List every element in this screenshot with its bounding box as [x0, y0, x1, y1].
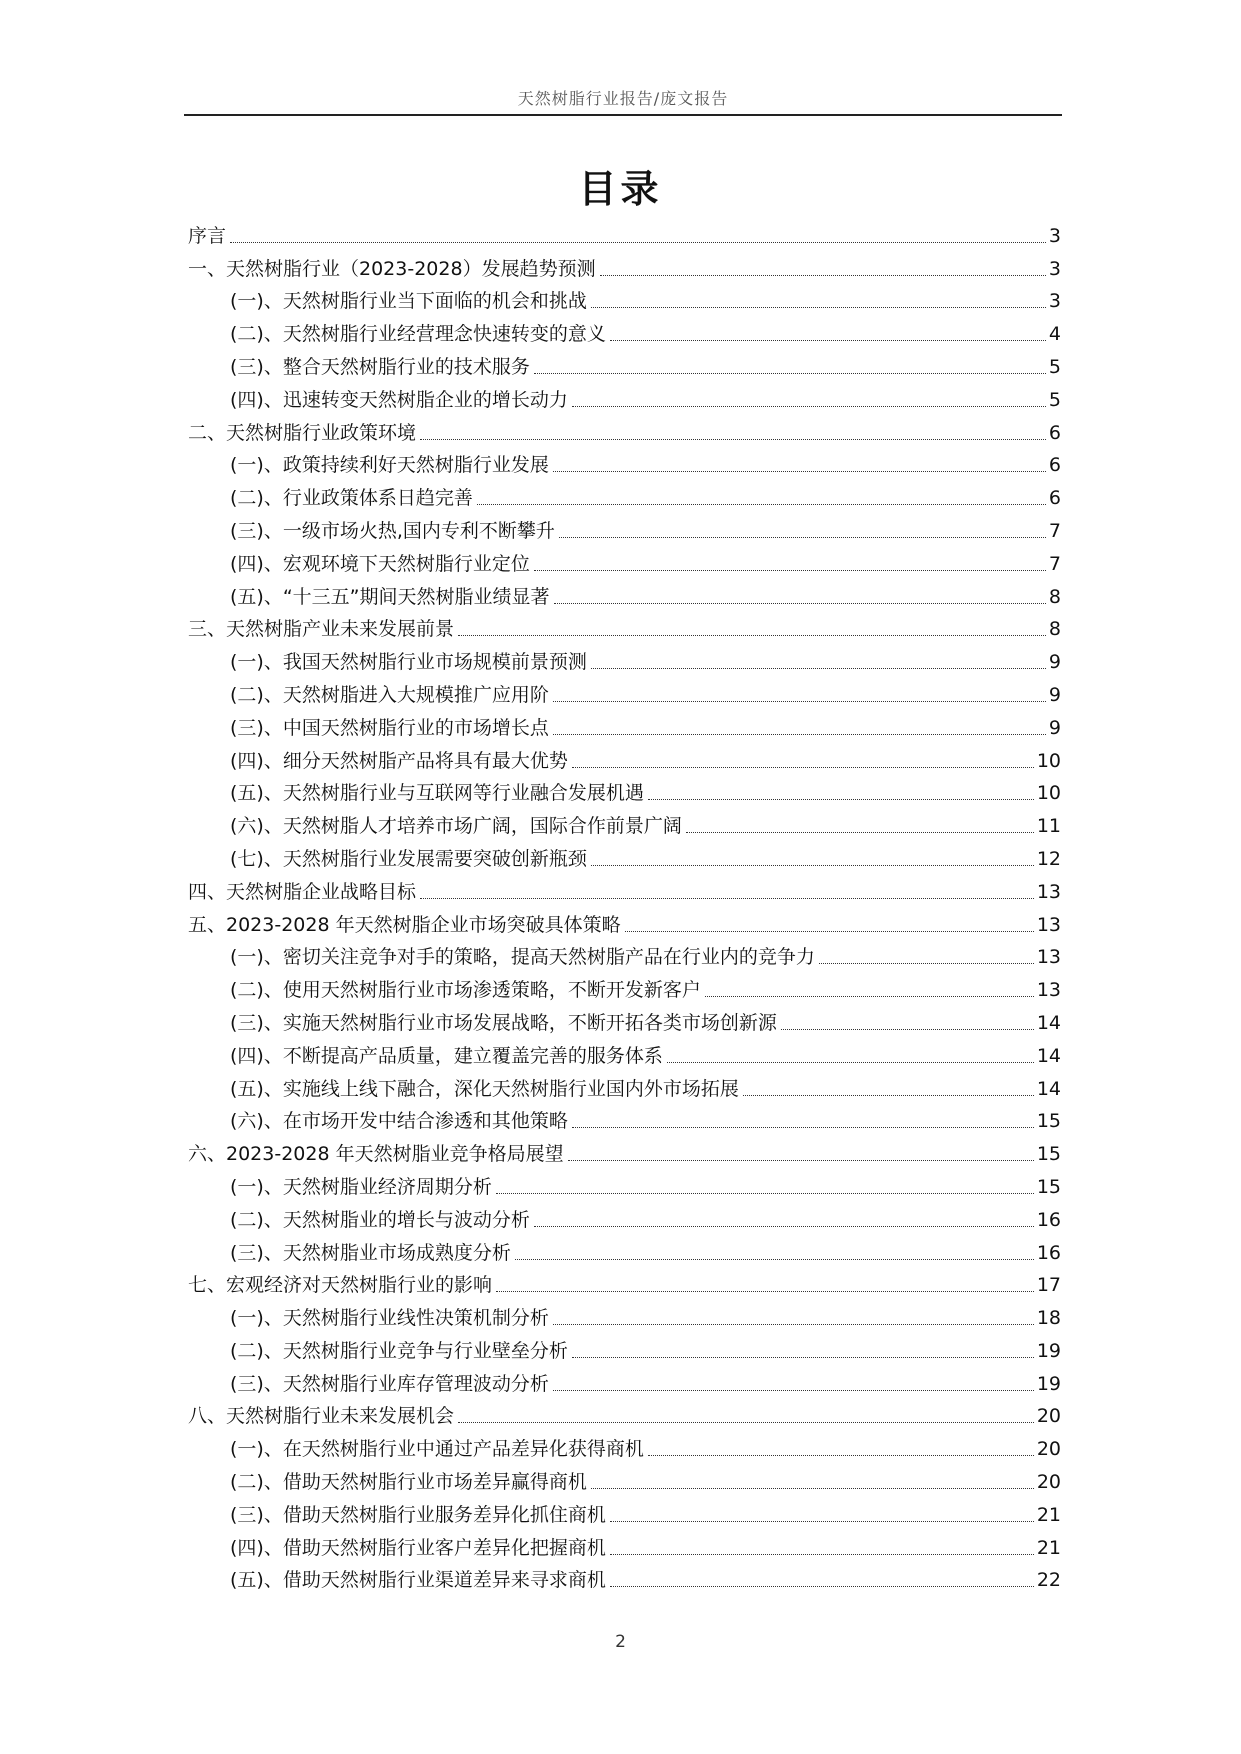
toc-subentry[interactable] — [188, 445, 1061, 478]
toc-entry-page: 15 — [1036, 1175, 1061, 1198]
toc-entry-page: 14 — [1036, 1044, 1061, 1067]
toc-subentry[interactable] — [188, 1199, 1061, 1232]
toc-entry-label: (一)、在天然树脂行业中通过产品差异化获得商机 — [230, 1438, 644, 1461]
toc-entry-page: 13 — [1036, 979, 1061, 1002]
toc-entry[interactable] — [188, 412, 1061, 445]
toc-dot-leader — [648, 799, 1034, 800]
toc-subentry[interactable] — [188, 543, 1061, 576]
toc-dot-leader — [553, 471, 1046, 472]
toc-subentry[interactable] — [188, 1494, 1061, 1527]
toc-subentry[interactable] — [188, 707, 1061, 740]
toc-entry-label: (四)、宏观环境下天然树脂行业定位 — [230, 552, 530, 575]
toc-entry-page: 3 — [1048, 257, 1061, 280]
toc-entry[interactable] — [188, 1396, 1061, 1429]
toc-entry-page: 20 — [1036, 1405, 1061, 1428]
toc-dot-leader — [667, 1062, 1034, 1063]
toc-entry-page: 20 — [1036, 1438, 1061, 1461]
toc-entry-label: 六、2023-2028 年天然树脂业竞争格局展望 — [188, 1143, 564, 1166]
toc-entry-page: 7 — [1048, 552, 1061, 575]
toc-dot-leader — [553, 1324, 1034, 1325]
toc-dot-leader — [686, 832, 1034, 833]
toc-dot-leader — [743, 1095, 1034, 1096]
toc-entry-label: 四、天然树脂企业战略目标 — [188, 880, 417, 903]
toc-entry[interactable] — [188, 904, 1061, 937]
toc-entry-label: (三)、天然树脂行业库存管理波动分析 — [230, 1372, 549, 1395]
running-header: 天然树脂行业报告/庞文报告 — [517, 89, 729, 108]
page-title: 目录 — [578, 167, 663, 211]
toc-dot-leader — [515, 1259, 1034, 1260]
toc-entry-page: 13 — [1036, 913, 1061, 936]
toc-subentry[interactable] — [188, 1101, 1061, 1134]
toc-entry-label: (二)、天然树脂业的增长与波动分析 — [230, 1208, 530, 1231]
toc-subentry[interactable] — [188, 1068, 1061, 1101]
toc-entry[interactable] — [188, 609, 1061, 642]
toc-dot-leader — [819, 963, 1034, 964]
toc-entry-label: 一、天然树脂行业（2023-2028）发展趋势预测 — [188, 257, 596, 280]
toc-entry-label: (六)、天然树脂人才培养市场广阔，国际合作前景广阔 — [230, 815, 682, 838]
toc-entry-page: 9 — [1048, 651, 1061, 674]
toc-subentry[interactable] — [188, 346, 1061, 379]
toc-subentry[interactable] — [188, 1428, 1061, 1461]
toc-entry-label: 三、天然树脂产业未来发展前景 — [188, 618, 455, 641]
toc-subentry[interactable] — [188, 641, 1061, 674]
toc-entry-label: (三)、一级市场火热,国内专利不断攀升 — [230, 519, 555, 542]
toc-entry-label: (五)、实施线上线下融合，深化天然树脂行业国内外市场拓展 — [230, 1077, 739, 1100]
toc-subentry[interactable] — [188, 1035, 1061, 1068]
toc-dot-leader — [559, 537, 1046, 538]
toc-entry-page: 20 — [1036, 1471, 1061, 1494]
toc-entry-page: 19 — [1036, 1339, 1061, 1362]
toc-subentry[interactable] — [188, 1363, 1061, 1396]
table-of-contents — [188, 215, 1061, 1592]
toc-entry-label: (四)、不断提高产品质量，建立覆盖完善的服务体系 — [230, 1044, 663, 1067]
toc-dot-leader — [534, 570, 1046, 571]
toc-dot-leader — [534, 373, 1046, 374]
toc-subentry[interactable] — [188, 937, 1061, 970]
toc-dot-leader — [781, 1029, 1034, 1030]
toc-entry-page: 7 — [1048, 519, 1061, 542]
toc-entry-label: (一)、天然树脂行业当下面临的机会和挑战 — [230, 290, 587, 313]
toc-subentry[interactable] — [188, 1297, 1061, 1330]
toc-entry-page: 22 — [1036, 1569, 1061, 1592]
toc-entry-label: (二)、天然树脂行业经营理念快速转变的意义 — [230, 323, 606, 346]
toc-entry-label: 八、天然树脂行业未来发展机会 — [188, 1405, 455, 1428]
toc-dot-leader — [705, 996, 1034, 997]
toc-subentry[interactable] — [188, 576, 1061, 609]
toc-entry-page: 15 — [1036, 1110, 1061, 1133]
toc-entry-label: (三)、实施天然树脂行业市场发展战略，不断开拓各类市场创新源 — [230, 1011, 777, 1034]
toc-entry-page: 18 — [1036, 1307, 1061, 1330]
toc-entry-page: 14 — [1036, 1077, 1061, 1100]
toc-entry-label: (二)、使用天然树脂行业市场渗透策略，不断开发新客户 — [230, 979, 701, 1002]
toc-entry-page: 5 — [1048, 355, 1061, 378]
toc-entry-label: (五)、天然树脂行业与互联网等行业融合发展机遇 — [230, 782, 644, 805]
toc-entry-page: 16 — [1036, 1208, 1061, 1231]
toc-subentry[interactable] — [188, 1232, 1061, 1265]
toc-entry-page: 15 — [1036, 1143, 1061, 1166]
toc-entry-page: 3 — [1048, 224, 1061, 247]
toc-entry-page: 9 — [1048, 716, 1061, 739]
toc-subentry[interactable] — [188, 1527, 1061, 1560]
toc-entry-label: (三)、中国天然树脂行业的市场增长点 — [230, 716, 549, 739]
toc-entry-label: (一)、密切关注竞争对手的策略，提高天然树脂产品在行业内的竞争力 — [230, 946, 815, 969]
toc-dot-leader — [477, 504, 1046, 505]
toc-entry-label: (一)、天然树脂行业线性决策机制分析 — [230, 1307, 549, 1330]
toc-subentry[interactable] — [188, 1002, 1061, 1035]
toc-dot-leader — [591, 865, 1034, 866]
toc-entry-label: (三)、天然树脂业市场成熟度分析 — [230, 1241, 511, 1264]
toc-entry-label: (五)、“十三五”期间天然树脂业绩显著 — [230, 585, 550, 608]
toc-entry-label: (五)、借助天然树脂行业渠道差异来寻求商机 — [230, 1569, 606, 1592]
toc-entry-label: 五、2023-2028 年天然树脂企业市场突破具体策略 — [188, 913, 621, 936]
toc-subentry[interactable] — [188, 740, 1061, 773]
toc-dot-leader — [625, 931, 1034, 932]
toc-entry-page: 12 — [1036, 847, 1061, 870]
toc-entry-page: 16 — [1036, 1241, 1061, 1264]
toc-entry-page: 21 — [1036, 1536, 1061, 1559]
toc-subentry[interactable] — [188, 313, 1061, 346]
toc-entry-label: (二)、天然树脂进入大规模推广应用阶 — [230, 683, 549, 706]
toc-entry[interactable] — [188, 1265, 1061, 1298]
toc-dot-leader — [591, 307, 1046, 308]
toc-entry-label: (二)、天然树脂行业竞争与行业壁垒分析 — [230, 1339, 568, 1362]
toc-dot-leader — [572, 1357, 1034, 1358]
toc-entry-label: (一)、我国天然树脂行业市场规模前景预测 — [230, 651, 587, 674]
toc-entry[interactable] — [188, 1133, 1061, 1166]
toc-dot-leader — [610, 1554, 1034, 1555]
toc-entry-page: 3 — [1048, 290, 1061, 313]
header-divider — [184, 114, 1062, 116]
toc-dot-leader — [572, 767, 1034, 768]
toc-entry-page: 9 — [1048, 683, 1061, 706]
page-number: 2 — [615, 1632, 626, 1652]
toc-entry-page: 10 — [1036, 749, 1061, 772]
toc-dot-leader — [554, 603, 1046, 604]
toc-subentry[interactable] — [188, 1461, 1061, 1494]
toc-dot-leader — [553, 701, 1046, 702]
toc-entry-label: (三)、借助天然树脂行业服务差异化抓住商机 — [230, 1503, 606, 1526]
toc-entry-page: 6 — [1048, 454, 1061, 477]
toc-entry-page: 5 — [1048, 388, 1061, 411]
toc-entry-label: (六)、在市场开发中结合渗透和其他策略 — [230, 1110, 568, 1133]
toc-entry-page: 8 — [1048, 585, 1061, 608]
toc-entry-label: (四)、借助天然树脂行业客户差异化把握商机 — [230, 1536, 606, 1559]
toc-dot-leader — [230, 242, 1046, 243]
toc-dot-leader — [496, 1193, 1034, 1194]
toc-entry-label: (二)、行业政策体系日趋完善 — [230, 487, 473, 510]
toc-dot-leader — [600, 275, 1046, 276]
toc-entry-label: 二、天然树脂行业政策环境 — [188, 421, 417, 444]
toc-entry-page: 19 — [1036, 1372, 1061, 1395]
toc-entry[interactable] — [188, 215, 1061, 248]
toc-entry[interactable] — [188, 871, 1061, 904]
toc-subentry[interactable] — [188, 1330, 1061, 1363]
toc-dot-leader — [591, 1488, 1034, 1489]
toc-entry-page: 14 — [1036, 1011, 1061, 1034]
toc-dot-leader — [420, 439, 1046, 440]
toc-entry-page: 6 — [1048, 421, 1061, 444]
toc-entry-label: (二)、借助天然树脂行业市场差异赢得商机 — [230, 1471, 587, 1494]
toc-dot-leader — [610, 1521, 1034, 1522]
toc-dot-leader — [496, 1291, 1034, 1292]
toc-dot-leader — [553, 734, 1046, 735]
toc-dot-leader — [420, 898, 1034, 899]
toc-entry-label: 七、宏观经济对天然树脂行业的影响 — [188, 1274, 493, 1297]
toc-dot-leader — [534, 1226, 1034, 1227]
toc-dot-leader — [572, 1127, 1034, 1128]
toc-entry-page: 10 — [1036, 782, 1061, 805]
toc-entry-page: 11 — [1036, 815, 1061, 838]
toc-entry-label: (一)、政策持续利好天然树脂行业发展 — [230, 454, 549, 477]
toc-entry[interactable] — [188, 248, 1061, 281]
toc-entry-page: 8 — [1048, 618, 1061, 641]
toc-entry-page: 21 — [1036, 1503, 1061, 1526]
toc-subentry[interactable] — [188, 510, 1061, 543]
toc-entry-label: (三)、整合天然树脂行业的技术服务 — [230, 355, 530, 378]
toc-dot-leader — [591, 668, 1046, 669]
toc-entry-label: (四)、细分天然树脂产品将具有最大优势 — [230, 749, 568, 772]
toc-subentry[interactable] — [188, 773, 1061, 806]
toc-entry-page: 13 — [1036, 946, 1061, 969]
toc-entry-page: 6 — [1048, 487, 1061, 510]
toc-dot-leader — [568, 1160, 1034, 1161]
toc-subentry[interactable] — [188, 379, 1061, 412]
toc-dot-leader — [458, 1422, 1034, 1423]
toc-dot-leader — [553, 1390, 1034, 1391]
toc-entry-page: 13 — [1036, 880, 1061, 903]
toc-subentry[interactable] — [188, 1560, 1061, 1593]
toc-subentry[interactable] — [188, 281, 1061, 314]
toc-dot-leader — [610, 1586, 1034, 1587]
toc-dot-leader — [458, 635, 1046, 636]
toc-subentry[interactable] — [188, 969, 1061, 1002]
toc-entry-page: 4 — [1048, 323, 1061, 346]
toc-subentry[interactable] — [188, 838, 1061, 871]
toc-entry-label: (一)、天然树脂业经济周期分析 — [230, 1175, 492, 1198]
toc-entry-label: 序言 — [188, 224, 227, 247]
toc-entry-label: (七)、天然树脂行业发展需要突破创新瓶颈 — [230, 847, 587, 870]
toc-subentry[interactable] — [188, 805, 1061, 838]
toc-subentry[interactable] — [188, 477, 1061, 510]
toc-entry-label: (四)、迅速转变天然树脂企业的增长动力 — [230, 388, 568, 411]
toc-entry-page: 17 — [1036, 1274, 1061, 1297]
toc-dot-leader — [610, 340, 1046, 341]
toc-subentry[interactable] — [188, 1166, 1061, 1199]
toc-dot-leader — [572, 406, 1046, 407]
toc-dot-leader — [648, 1455, 1034, 1456]
toc-subentry[interactable] — [188, 674, 1061, 707]
